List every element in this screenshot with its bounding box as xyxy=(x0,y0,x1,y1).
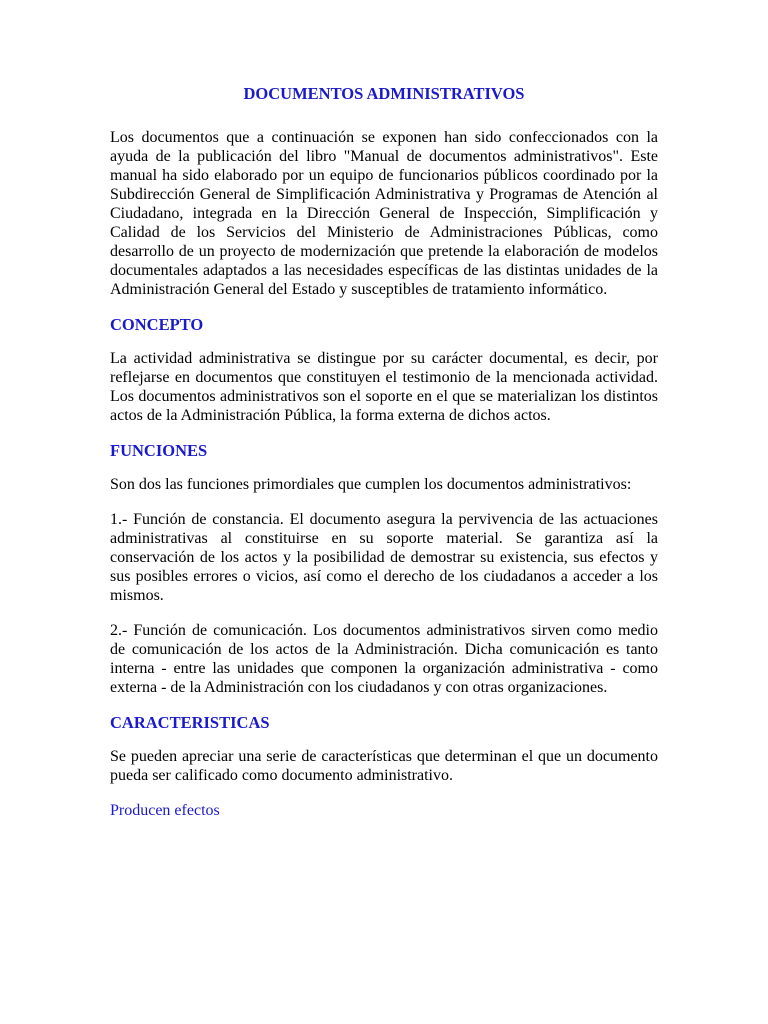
caracteristicas-paragraph: Se pueden apreciar una serie de características que determinan el que un documento pueda ser calificado como documento administrativo. xyxy=(110,748,658,784)
document-title: DOCUMENTOS ADMINISTRATIVOS xyxy=(243,84,525,103)
section-heading-concepto: CONCEPTO xyxy=(110,315,204,334)
section-heading-caracteristicas: CARACTERISTICAS xyxy=(110,713,270,732)
document-page xyxy=(110,84,658,820)
funcion-comunicacion-paragraph: 2.- Función de comunicación. Los documentos administrativos sirven como medio de comunicación de los actos de la Administración. Dicha comunicación es tanto interna - entre las unidades que componen la organización administrativa - como externa - de la Administración con los ciudadanos y con otras organizaciones. xyxy=(110,622,658,696)
funcion-constancia-paragraph: 1.- Función de constancia. El documento asegura la pervivencia de las actuaciones administrativas al constituirse en su soporte material. Se garantiza así la conservación de los actos y la posibilidad de demostrar su existencia, sus efectos y sus posibles errores o vicios, así como el derecho de los ciudadanos a acceder a los mismos. xyxy=(110,511,658,604)
intro-paragraph: Los documentos que a continuación se exponen han sido confeccionados con la ayuda de la publicación del libro "Manual de documentos administrativos". Este manual ha sido elaborado por un equipo de funcionarios públicos coordinado por la Subdirección General de Simplificación Administrativa y Programas de Atención al Ciudadano, integrada en la Dirección General de Inspección, Simplificación y Calidad de los Servicios del Ministerio de Administraciones Públicas, como desarrollo de un proyecto de modernización que pretende la elaboración de modelos documentales adaptados a las necesidades específicas de las distintas unidades de la Administración General del Estado y susceptibles de tratamiento informático. xyxy=(110,129,658,298)
concepto-paragraph: La actividad administrativa se distingue por su carácter documental, es decir, por reflejarse en documentos que constituyen el testimonio de la mencionada actividad. Los documentos administrativos son el soporte en el que se materializan los distintos actos de la Administración Pública, la forma externa de dichos actos. xyxy=(110,350,658,424)
funciones-intro-paragraph: Son dos las funciones primordiales que cumplen los documentos administrativos: xyxy=(110,476,632,493)
section-heading-funciones: FUNCIONES xyxy=(110,441,208,460)
subheading-producen-efectos: Producen efectos xyxy=(110,802,220,819)
